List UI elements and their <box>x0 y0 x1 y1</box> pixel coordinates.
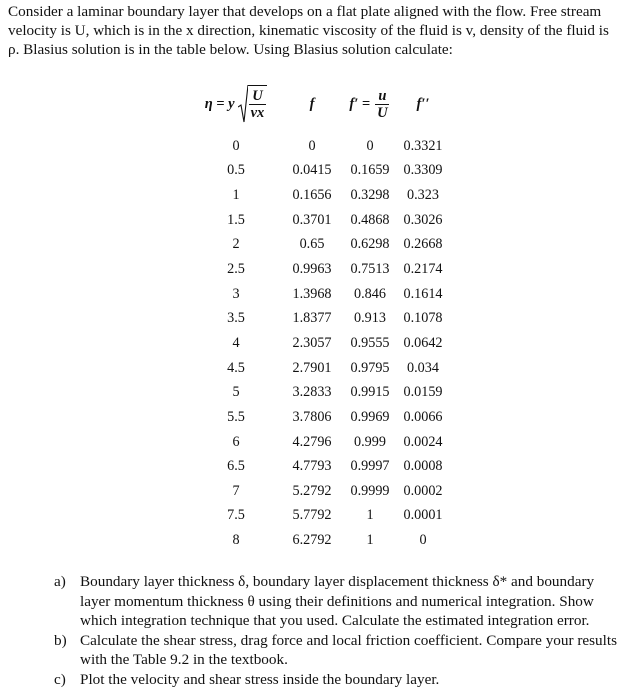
table-row <box>193 356 451 381</box>
f-prime-cell: 0 <box>366 137 374 154</box>
eta-denominator: vx <box>250 105 265 121</box>
f-cell: 6.2792 <box>292 532 332 549</box>
f-prime-cell: 0.9795 <box>350 359 390 376</box>
f-cell: 4.2796 <box>292 433 332 450</box>
eta-lhs: η = y <box>204 95 235 112</box>
eta-cell: 1.5 <box>227 211 245 228</box>
eta-cell: 8 <box>232 532 240 549</box>
f-prime-lhs: f′ = <box>349 95 371 112</box>
eta-cell: 0 <box>232 137 240 154</box>
header-f-double-prime: f′′ <box>416 95 430 112</box>
f-prime-denominator: U <box>377 104 388 121</box>
header-f-prime <box>345 74 395 134</box>
table-row <box>193 134 451 159</box>
eta-cell: 2.5 <box>227 261 245 278</box>
f-double-prime-cell: 0.1614 <box>403 285 443 302</box>
blasius-table-container <box>193 74 451 553</box>
header-eta <box>193 74 279 134</box>
f-prime-cell: 0.3298 <box>350 187 390 204</box>
f-double-prime-cell: 0.3026 <box>403 211 443 228</box>
question-label: a) <box>54 573 66 590</box>
f-prime-cell: 0.846 <box>354 285 386 302</box>
table-row <box>193 183 451 208</box>
f-cell: 4.7793 <box>292 458 332 475</box>
table-row <box>193 306 451 331</box>
table-header-row <box>193 74 451 134</box>
f-prime-cell: 0.9969 <box>350 408 390 425</box>
table-row <box>193 479 451 504</box>
f-prime-cell: 0.913 <box>354 310 386 327</box>
eta-cell: 7 <box>232 482 240 499</box>
f-prime-cell: 0.7513 <box>350 261 390 278</box>
question-text: Plot the velocity and shear stress inside the boundary layer. <box>80 670 440 688</box>
table-row <box>193 430 451 455</box>
question-list <box>54 572 624 689</box>
f-double-prime-cell: 0.0008 <box>403 458 443 475</box>
blasius-table <box>193 74 451 553</box>
f-double-prime-cell: 0.0066 <box>403 408 443 425</box>
table-row <box>193 454 451 479</box>
sqrt-expression <box>238 85 268 123</box>
f-cell: 0.65 <box>299 236 325 253</box>
table-row <box>193 233 451 258</box>
f-cell: 5.2792 <box>292 482 332 499</box>
f-cell: 0.0415 <box>292 162 332 179</box>
question-label: b) <box>54 631 67 649</box>
f-double-prime-cell: 0.0642 <box>403 334 443 351</box>
question-item <box>54 572 624 631</box>
eta-cell: 1 <box>232 187 240 204</box>
table-row <box>193 282 451 307</box>
f-prime-cell: 0.999 <box>354 433 386 450</box>
eta-cell: 5 <box>232 384 240 401</box>
table-row <box>193 331 451 356</box>
question-item <box>54 631 624 670</box>
f-double-prime-cell: 0.0024 <box>403 433 443 450</box>
problem-intro: Consider a laminar boundary layer that develops on a flat plate aligned with the flow. Free stream velocity is U, which is in the x direction, kinematic viscosity of the fluid is v, density of the fluid is ρ. Blasius solution is in the table below. Using Blasius solution calculate: <box>8 3 609 58</box>
f-prime-fraction <box>374 88 390 121</box>
table-row <box>193 380 451 405</box>
table-body <box>193 134 451 553</box>
f-prime-numerator: u <box>375 88 389 105</box>
eta-cell: 4 <box>232 334 240 351</box>
f-double-prime-cell: 0.2174 <box>403 261 443 278</box>
table-row <box>193 528 451 553</box>
f-prime-cell: 0.6298 <box>350 236 390 253</box>
f-double-prime-cell: 0.2668 <box>403 236 443 253</box>
f-prime-cell: 0.1659 <box>350 162 390 179</box>
header-f: f <box>309 95 315 112</box>
eta-cell: 4.5 <box>227 359 245 376</box>
eta-cell: 2 <box>232 236 240 253</box>
sqrt-sign-icon <box>238 85 248 123</box>
f-double-prime-cell: 0.0002 <box>403 482 443 499</box>
f-prime-cell: 0.9555 <box>350 334 390 351</box>
f-prime-cell: 0.4868 <box>350 211 390 228</box>
f-cell: 3.7806 <box>292 408 332 425</box>
f-double-prime-cell: 0.0001 <box>403 507 443 524</box>
f-double-prime-cell: 0.0159 <box>403 384 443 401</box>
f-double-prime-cell: 0.1078 <box>403 310 443 327</box>
f-cell: 2.7901 <box>292 359 332 376</box>
question-text: Boundary layer thickness δ, boundary layer displacement thickness δ* and boundary layer momentum thickness θ using their definitions and numerical integration. Show which integration technique that you used. Calculate the estimated integration error. <box>80 573 595 629</box>
eta-cell: 0.5 <box>227 162 245 179</box>
f-prime-cell: 0.9999 <box>350 482 390 499</box>
f-prime-cell: 1 <box>366 507 374 524</box>
f-prime-cell: 1 <box>366 532 374 549</box>
eta-numerator: U <box>249 88 265 105</box>
f-double-prime-cell: 0.323 <box>407 187 439 204</box>
f-prime-cell: 0.9997 <box>350 458 390 475</box>
table-row <box>193 208 451 233</box>
eta-cell: 6 <box>232 433 240 450</box>
eta-cell: 3 <box>232 285 240 302</box>
question-item <box>54 670 624 690</box>
table-row <box>193 405 451 430</box>
eta-cell: 6.5 <box>227 458 245 475</box>
eta-cell: 5.5 <box>227 408 245 425</box>
f-prime-cell: 0.9915 <box>350 384 390 401</box>
question-label: c) <box>54 670 66 688</box>
f-cell: 0.1656 <box>292 187 332 204</box>
f-cell: 5.7792 <box>292 507 332 524</box>
table-row <box>193 504 451 529</box>
f-cell: 0.9963 <box>292 261 332 278</box>
f-double-prime-cell: 0.034 <box>407 359 439 376</box>
f-double-prime-cell: 0.3309 <box>403 162 443 179</box>
f-cell: 1.8377 <box>292 310 332 327</box>
f-double-prime-cell: 0 <box>419 532 427 549</box>
table-row <box>193 159 451 184</box>
f-cell: 0.3701 <box>292 211 332 228</box>
f-cell: 1.3968 <box>292 285 332 302</box>
question-text: Calculate the shear stress, drag force and local friction coefficient. Compare your results with the Table 9.2 in the textbook. <box>80 631 617 668</box>
eta-fraction <box>248 85 268 123</box>
f-cell: 2.3057 <box>292 334 332 351</box>
f-cell: 0 <box>308 137 316 154</box>
table-row <box>193 257 451 282</box>
f-double-prime-cell: 0.3321 <box>403 137 443 154</box>
eta-cell: 7.5 <box>227 507 245 524</box>
f-cell: 3.2833 <box>292 384 332 401</box>
eta-cell: 3.5 <box>227 310 245 327</box>
